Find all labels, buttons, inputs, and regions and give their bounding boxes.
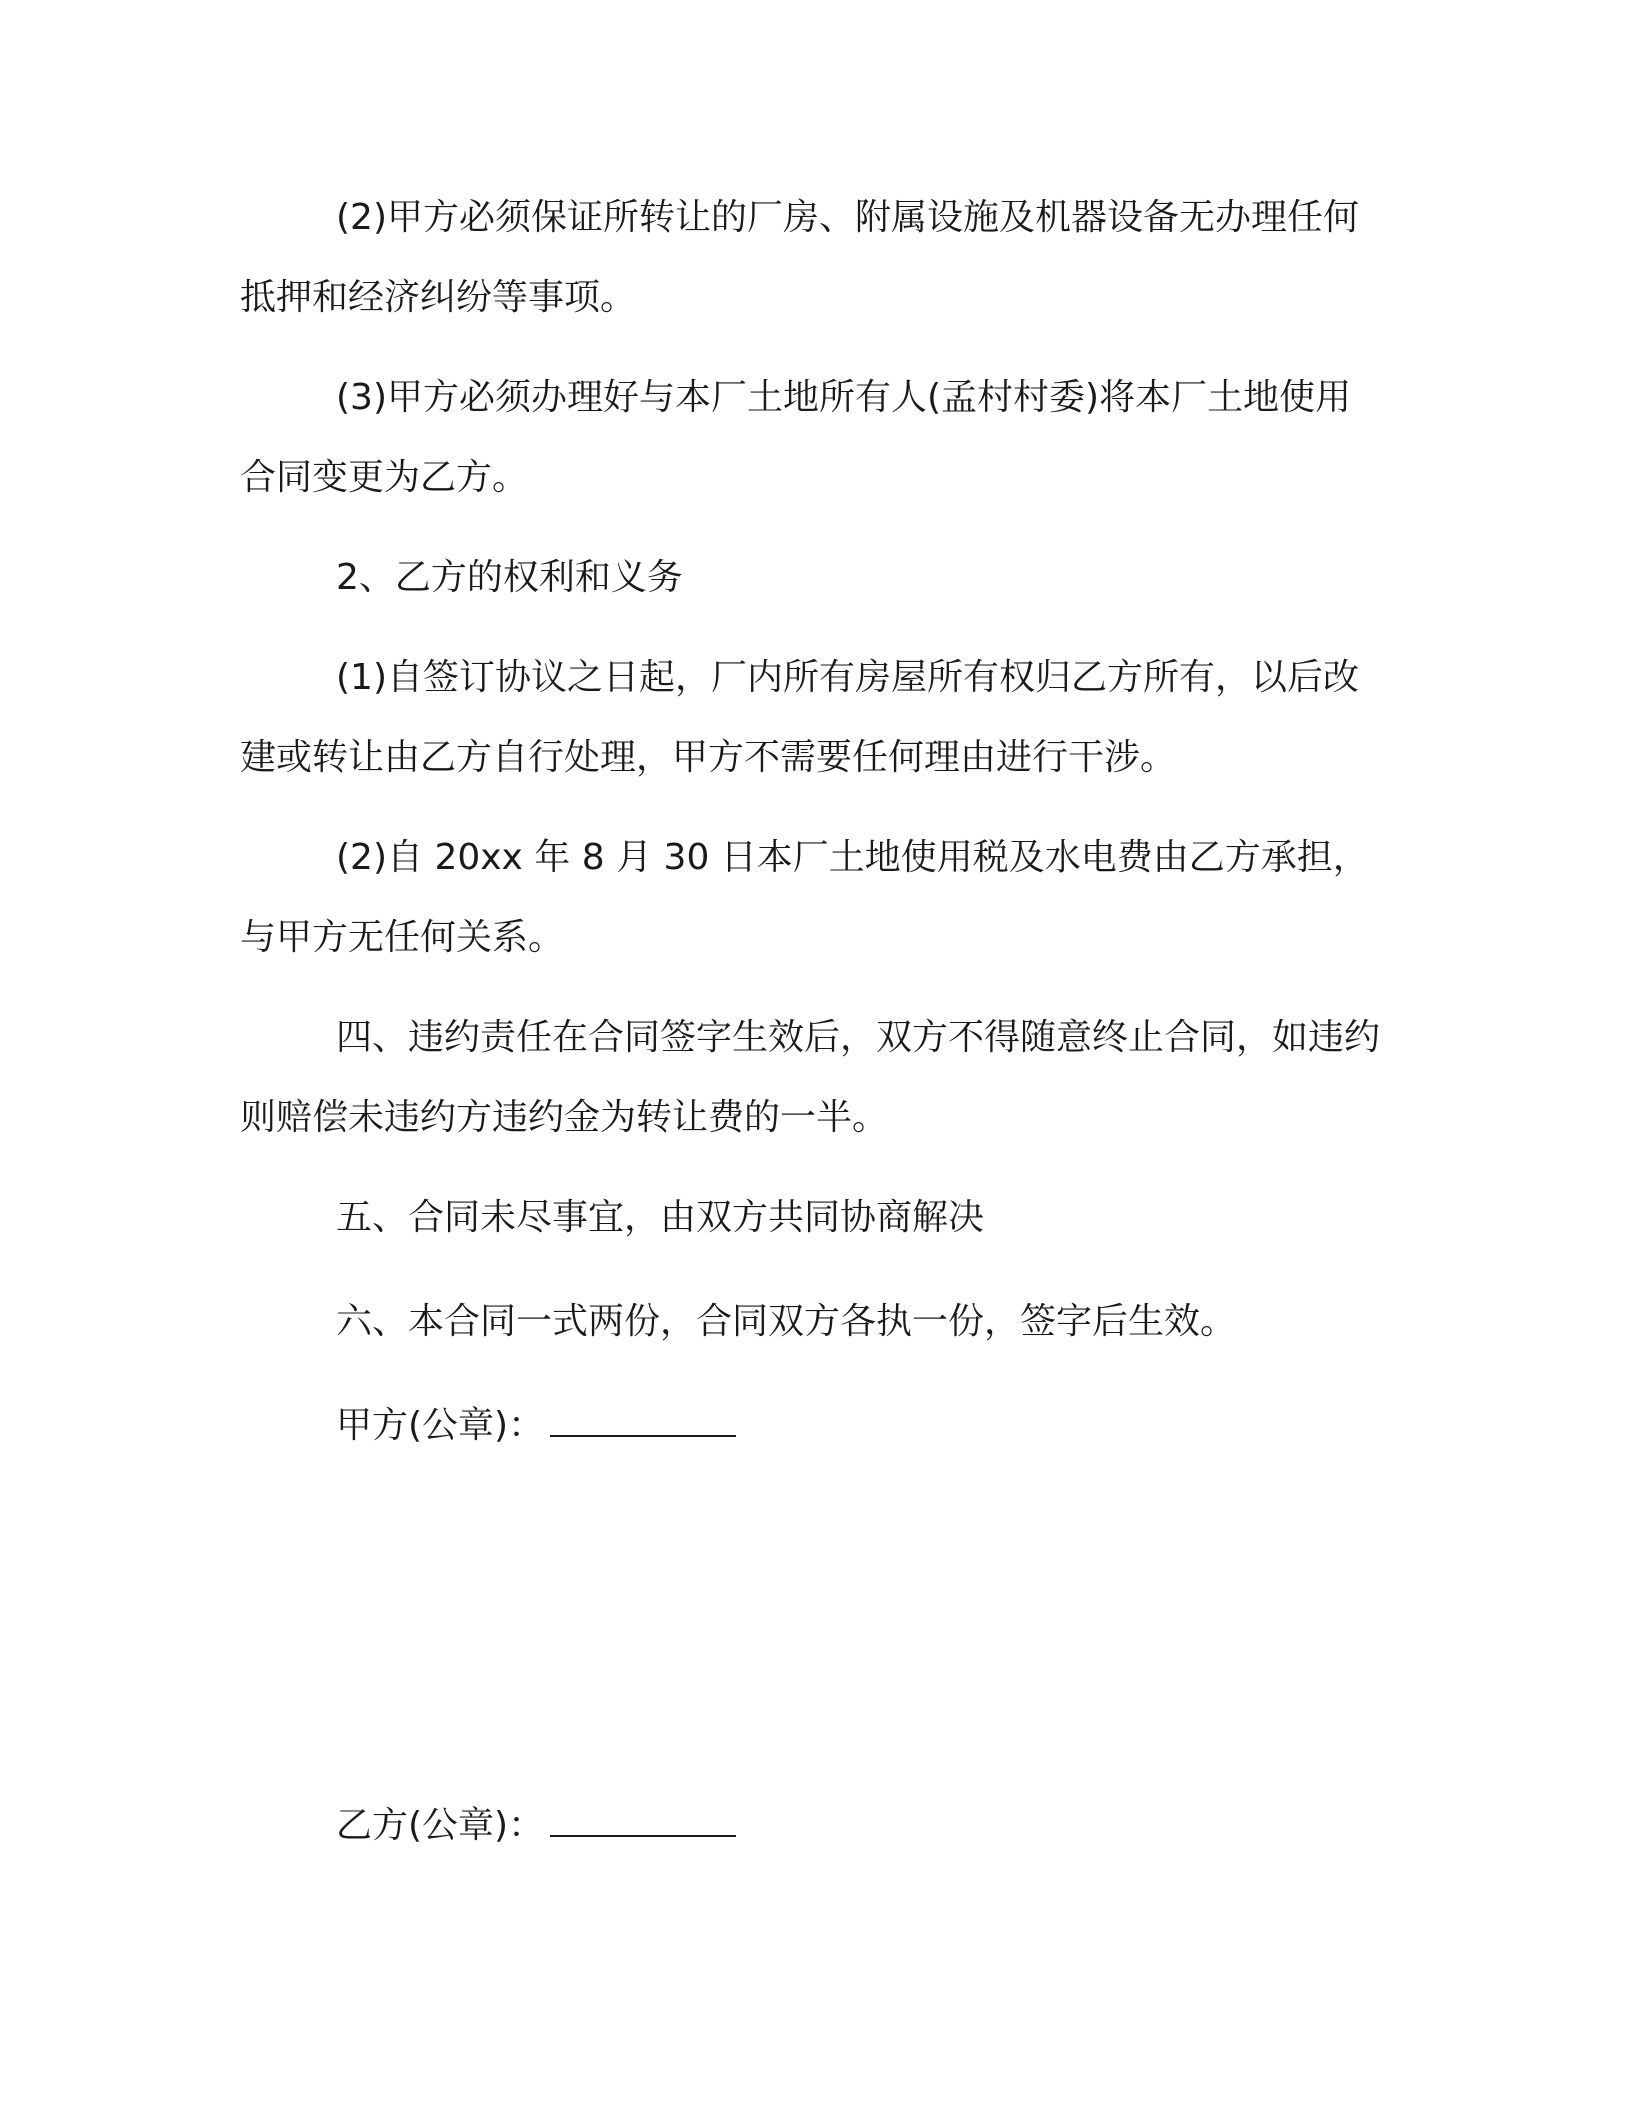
- paragraph-ownership-transfer: (1)自签订协议之日起，厂内所有房屋所有权归乙方所有，以后改建或转让由乙方自行处理，甲方不需要任何理由进行干涉。: [240, 657, 1359, 778]
- paragraph-party-a-guarantee: (2)甲方必须保证所转让的厂房、附属设施及机器设备无办理任何抵押和经济纠纷等事项。: [240, 197, 1359, 318]
- paragraph-unresolved-matters: 五、合同未尽事宜，由双方共同协商解决: [336, 1197, 985, 1238]
- paragraph-land-contract-change: (3)甲方必须办理好与本厂土地所有人(孟村村委)将本厂土地使用合同变更为乙方。: [240, 377, 1352, 498]
- signature-party-a-blank: [550, 1399, 736, 1437]
- paragraph-copies-effective: 六、本合同一式两份，合同双方各执一份，签字后生效。: [336, 1301, 1237, 1342]
- signature-party-a-label: 甲方(公章)：: [336, 1405, 545, 1446]
- heading-party-b-rights: 2、乙方的权利和义务: [336, 557, 683, 598]
- signature-party-b: [336, 1786, 736, 1866]
- paragraph-breach-liability: 四、违约责任在合同签字生效后，双方不得随意终止合同，如违约则赔偿未违约方违约金为转让费的一半。: [240, 1017, 1381, 1138]
- paragraph-tax-utilities: (2)自 20xx 年 8 月 30 日本厂土地使用税及水电费由乙方承担，与甲方无任何关系。: [240, 837, 1369, 958]
- signature-party-a: [336, 1386, 736, 1466]
- signature-party-b-label: 乙方(公章)：: [336, 1805, 545, 1846]
- signature-party-b-blank: [550, 1799, 736, 1837]
